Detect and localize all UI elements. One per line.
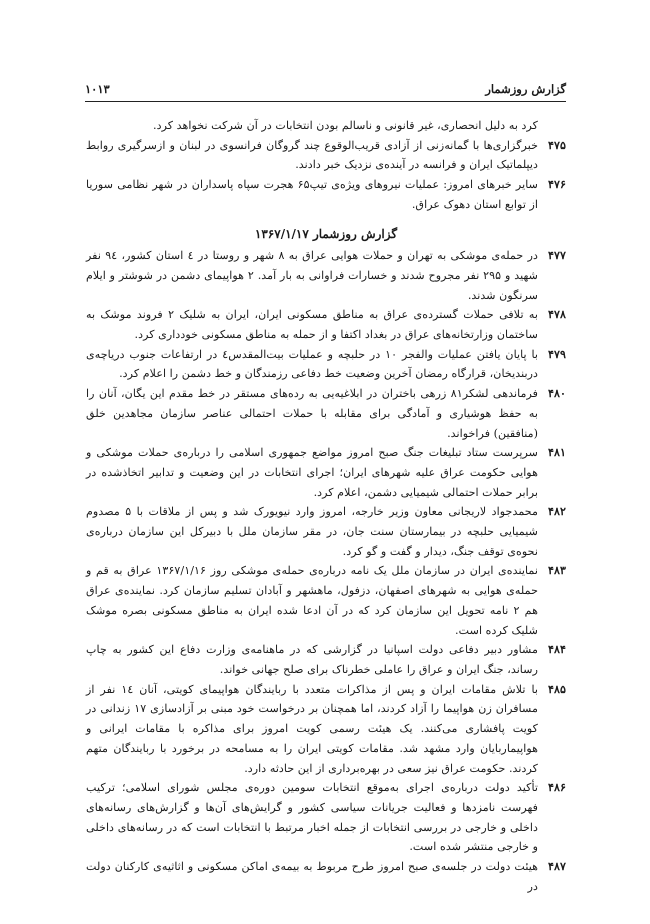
entry-text: فرماندهی لشکر۸۱ زرهی باختران در ابلاغیه‌یی به رده‌های مستقر در خط مقدم این یگان، آنان را به حفظ هوشیاری و آمادگی برای مقابله با حملات احتمالی عناصر سازمان مجاهدین خلق (منافقین) فراخواند. xyxy=(86,387,539,440)
header-title: گزارش روزشمار xyxy=(485,82,566,96)
page-number: ۱۰۱۳ xyxy=(85,82,110,96)
entry-text: نماینده‌ی ایران در سازمان ملل یک نامه درباره‌ی حمله‌ی موشکی روز ۱۳۶۷/۱/۱۶ عراق به قم و حمله‌ی هوایی به شهرهای اصفهان، دزفول، ماهشهر و آبادان تسلیم سازمان کرد. نماینده‌ی عراق هم ۲ نامه تحویل این سازمان کرد که در آن ادعا شده ایران به مناطق مسکونی بصره موشک شلیک کرده است. xyxy=(86,564,539,637)
news-entry xyxy=(86,857,566,896)
entry-number: ۴۸۶ xyxy=(547,780,566,795)
news-entry xyxy=(86,246,566,305)
entry-number: ۴۷۷ xyxy=(547,248,566,263)
entry-text: سایر خبرهای امروز: عملیات نیروهای ویژه‌ی تیپ۶۵ هجرت سپاه پاسداران در شهر نظامی سوریا از توابع استان دهوک عراق. xyxy=(86,178,538,211)
news-entry xyxy=(86,778,566,857)
running-header xyxy=(85,78,566,100)
entry-text: محمدجواد لاریجانی معاون وزیر خارجه، امروز وارد نیویورک شد و پس از ملاقات با ۵ مصدوم شیمیایی حلبچه در بیمارستان سنت جان، در مقر سازمان ملل با دبیرکل این سازمان درباره‌ی نحوه‌ی توقف جنگ، دیدار و گفت و گو کرد. xyxy=(86,505,539,558)
entries-before-list xyxy=(86,136,566,215)
news-entry xyxy=(86,680,566,779)
continuation-paragraph: کرد به دلیل انحصاری، غیر قانونی و ناسالم بودن انتخابات در آن شرکت نخواهد کرد. xyxy=(153,119,538,132)
header-rule xyxy=(85,101,566,102)
section-title: گزارش روزشمار ۱۳۶۷/۱/۱۷ xyxy=(254,226,398,241)
news-entry xyxy=(86,561,566,640)
entry-number: ۴۷۶ xyxy=(547,177,566,192)
entry-number: ۴۸۷ xyxy=(547,859,566,874)
entry-number: ۴۷۸ xyxy=(547,307,566,322)
entry-text: با تلاش مقامات ایران و پس از مذاکرات متعدد با ربایندگان هواپیمای کویتی، آنان ۱٤ نفر از مسافران زن هواپیما را آزاد کردند، اما همچنان بر درخواست خود مبنی بر آزادسازی ۱۷ زندانی در کویت پافشاری می‌کنند. یک هیئت رسمی کویت امروز برای مذاکره با مقامات ایرانی و هواپیماربایان وارد مشهد شد. مقامات کویتی ایران را به مسامحه در برخورد با ربایندگان متهم کردند. حکومت عراق نیز سعی در بهره‌برداری از این حادثه دارد. xyxy=(86,682,539,775)
entry-text: با پایان یافتن عملیات والفجر ۱۰ در حلبچه و عملیات بیت‌المقدس٤ در ارتفاعات جنوب دریاچه‌ی دربندیخان، قرارگاه رمضان آخرین وضعیت خط دفاعی رزمندگان و خط دشمن را اعلام کرد. xyxy=(86,347,538,381)
news-entry xyxy=(86,305,566,344)
entry-number: ۴۸۱ xyxy=(547,445,566,460)
page-body xyxy=(86,116,566,896)
entry-text: به تلافی حملات گسترده‌ی عراق به مناطق مسکونی ایران، ایران به شلیک ۲ فروند موشک به ساختمان وزارتخانه‌های عراق در بغداد اکتفا و از حمله به مناطق مسکونی خودداری کرد. xyxy=(86,308,538,342)
news-entry xyxy=(86,345,566,384)
news-entry xyxy=(86,175,566,214)
entry-text: سرپرست ستاد تبلیغات جنگ صبح امروز مواضع جمهوری اسلامی را درباره‌ی حملات موشکی و هوایی حکومت عراق علیه شهرهای ایران؛ اجرای انتخابات در این وضعیت و تدابیر اتخاذشده در برابر حملات احتمالی شیمیایی دشمن، اعلام کرد. xyxy=(86,446,538,499)
entry-text: خبرگزاری‌ها با گمانه‌زنی از آزادی قریب‌الوقوع چند گروگان فرانسوی در لبنان و ازسرگیری روابط دیپلماتیک ایران و فرانسه در آینده‌ی نزدیک خبر دادند. xyxy=(86,138,538,172)
entry-number: ۴۷۵ xyxy=(547,137,566,152)
news-entry xyxy=(86,502,566,561)
news-entry xyxy=(86,384,566,443)
entry-text: هیئت دولت در جلسه‌ی صبح امروز طرح مربوط به بیمه‌ی اماکن مسکونی و اثاثیه‌ی کارکنان دولت در xyxy=(86,860,538,893)
entry-number: ۴۸۵ xyxy=(547,681,566,696)
news-entry xyxy=(86,443,566,502)
entry-number: ۴۷۹ xyxy=(547,346,566,361)
entry-number: ۴۸۴ xyxy=(547,642,566,657)
entry-number: ۴۸۳ xyxy=(547,563,566,578)
entry-number: ۴۸۲ xyxy=(547,504,566,519)
entries-list xyxy=(86,246,566,896)
entry-text: تأکید دولت درباره‌ی اجرای به‌موقع انتخابات سومین دوره‌ی مجلس شورای اسلامی؛ ترکیب فهرست نامزدها و فعالیت جریانات سیاسی کشور و گرایش‌های آن‌ها و گزارش‌های رسانه‌های داخلی و خارجی در بررسی انتخابات از جمله اخبار مرتبط با انتخابات است که در رسانه‌های داخلی و خارجی منتشر شده است. xyxy=(86,781,538,854)
entry-text: مشاور دبیر دفاعی دولت اسپانیا در گزارشی که در ماهنامه‌ی وزارت دفاع این کشور به چاپ رساند، جنگ ایران و عراق را عاملی خطرناک برای صلح جهانی خواند. xyxy=(86,643,538,676)
news-entry xyxy=(86,136,566,175)
entry-text: در حمله‌ی موشکی به تهران و حملات هوایی عراق به ۸ شهر و روستا در ٤ استان کشور، ۹٤ نفر شهید و ۲۹۵ نفر مجروح شدند و خسارات فراوانی به بار آمد. ۲ هواپیمای دشمن در شوشتر و ایلام سرنگون شدند. xyxy=(86,249,539,302)
news-entry xyxy=(86,640,566,679)
entry-number: ۴۸۰ xyxy=(547,386,566,401)
